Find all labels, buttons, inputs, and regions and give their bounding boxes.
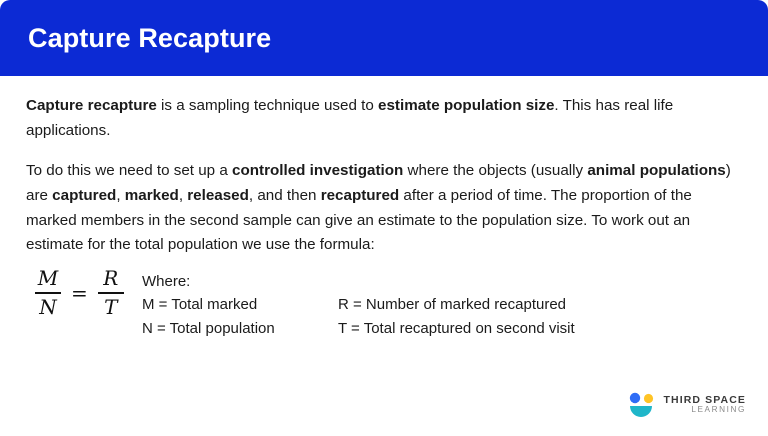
formula-numerator-right: R <box>103 265 119 290</box>
method-paragraph <box>26 159 742 258</box>
card-body <box>0 76 768 341</box>
fraction-bar-right <box>98 292 124 294</box>
method-text-3: ) are <box>26 162 731 204</box>
fraction-left <box>28 265 68 319</box>
logo-wordmark <box>664 395 747 415</box>
equals-sign: = <box>71 281 88 306</box>
formula-and-legend <box>26 265 742 341</box>
method-bold-captured: captured <box>52 186 117 204</box>
method-bold-animal-populations: animal populations <box>587 162 726 180</box>
legend-r-definition: R = Number of marked recaptured <box>338 296 567 314</box>
method-text-6: , and then <box>248 186 321 204</box>
method-bold-marked: marked <box>124 186 179 204</box>
intro-text-2: . This has real life applications. <box>26 97 674 139</box>
formula-denominator-right: T <box>104 294 118 319</box>
legend-t-definition: T = Total recaptured on second visit <box>338 320 575 338</box>
formula-legend <box>142 268 575 341</box>
intro-bold-estimate-population-size: estimate population size <box>378 97 555 114</box>
intro-bold-capture-recapture: Capture recapture <box>26 97 157 114</box>
page-title: Capture Recapture <box>28 22 272 53</box>
logo-line-2: LEARNING <box>691 405 746 415</box>
method-text-5: , <box>178 186 188 204</box>
method-text-1: To do this we need to set up a <box>26 162 233 180</box>
formula-numerator-left: M <box>37 265 59 290</box>
legend-n-definition: N = Total population <box>142 320 275 338</box>
method-bold-recaptured: recaptured <box>320 186 400 204</box>
formula-denominator-left: N <box>39 294 57 319</box>
legend-row <box>142 317 575 341</box>
method-bold-controlled-investigation: controlled investigation <box>232 162 404 180</box>
intro-text-1: is a sampling technique used to <box>156 97 379 114</box>
method-text-7: after a period of time. The proportion of the marked members in the second sample can give an estimate to the population size. To work out an estimate for the total population we use the formula: <box>26 186 692 254</box>
legend-row <box>142 293 575 317</box>
fraction-right <box>91 265 131 319</box>
logo-line-1: THIRD SPACE <box>663 394 746 407</box>
legend-m-definition: M = Total marked <box>142 296 258 314</box>
method-text-2: where the objects (usually <box>403 162 588 180</box>
fraction-bar-left <box>35 292 61 294</box>
logo-mark-icon <box>627 392 657 418</box>
method-text-4: , <box>116 186 125 204</box>
card-header <box>0 0 768 76</box>
intro-paragraph <box>26 94 742 143</box>
third-space-learning-logo <box>627 392 747 418</box>
capture-recapture-formula <box>26 265 142 319</box>
method-bold-released: released <box>187 186 249 204</box>
legend-heading: Where: <box>142 272 191 290</box>
